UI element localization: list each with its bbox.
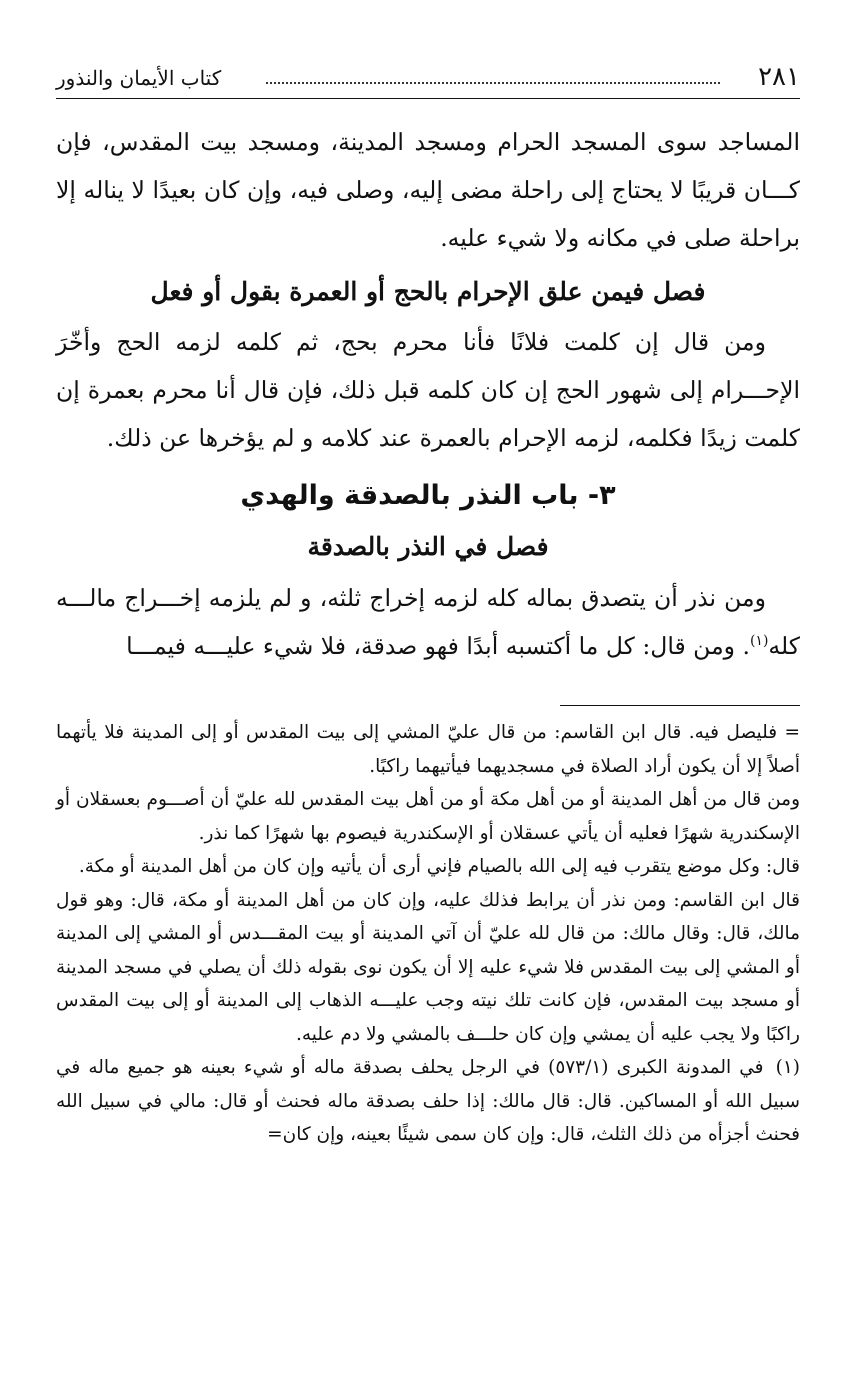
footnote-1-marker: (١): [775, 1057, 801, 1078]
page-number: ٢٨١: [758, 62, 800, 92]
header-leader-dots: [266, 82, 720, 84]
running-title: كتاب الأيمان والنذور: [56, 66, 222, 90]
footnote-continuation-2: ومن قال من أهل المدينة أو من أهل مكة أو من أهل بيت المقدس لله عليّ أن أصـــوم بعسقلان أو الإسكندرية شهرًا فعليه أن يأتي عسقلان أو الإسكندرية فيصوم بها شهرًا كما نذر.: [56, 789, 800, 844]
paragraph-2: ومن قال إن كلمت فلانًا فأنا محرم بحج، ثم كلمه لزمه الحج وأخّرَ الإحـــرام إلى شهور الحج إن كان كلمه قبل ذلك، فإن قال أنا محرم بعمرة إن كلمت زيدًا فكلمه، لزمه الإحرام بالعمرة عند كلامه و لم يؤخرها عن ذلك.: [56, 328, 800, 452]
section-heading-ihram: فصل فيمن علق الإحرام بالحج أو العمرة بقول أو فعل: [150, 277, 706, 306]
paragraph-3: [56, 574, 800, 670]
main-text: [56, 118, 800, 670]
footnote-1-text: في المدونة الكبرى (٥٧٣/١) في الرجل يحلف بصدقة ماله أو شيء بعينه هو جميع ماله في سبيل الله أو المساكين. قال: قال مالك: إذا حلف بصدقة ماله فحنث أو قال: مالي في سبيل الله فحنث أجزأه من ذلك الثلث، قال: وإن كان سمى شيئًا بعينه، وإن كان=: [56, 1057, 800, 1145]
page-header: [56, 58, 800, 99]
footnote-1: [56, 1051, 800, 1152]
footnotes: [56, 716, 800, 1152]
paragraph-3-text: ومن نذر أن يتصدق بماله كله لزمه إخراج ثلثه، و لم يلزمه إخـــراج مالـــه كله: [56, 584, 800, 660]
chapter-heading: ٣- باب النذر بالصدقة والهدي: [240, 480, 616, 511]
footnote-separator: [560, 705, 800, 706]
footnote-continuation-4: قال ابن القاسم: ومن نذر أن يرابط فذلك عليه، وإن كان من أهل المدينة أو مكة، قال: وهو قول مالك، قال: وقال مالك: من قال لله عليّ أن آتي المدينة أو بيت المقـــدس أو المشي إلى المدينة أو المشي إلى بيت المقدس فلا شيء عليه إلا أن يكون نوى بقوله ذلك أن يصلي في مسجد المدينة أو مسجد بيت المقدس، فإن كانت تلك نيته وجب عليـــه الذهاب إلى المدينة أو إلى بيت المقدس راكبًا ولا يجب عليه أن يمشي وإن كان حلـــف بالمشي ولا دم عليه.: [56, 889, 800, 1045]
footnote-continuation-3: قال: وكل موضع يتقرب فيه إلى الله بالصيام فإني أرى أن يأتيه وإن كان من أهل المدينة أو مكة.: [78, 856, 800, 877]
footnote-continuation-1: = فليصل فيه. قال ابن القاسم: من قال عليّ المشي إلى بيت المقدس أو إلى المدينة فلا يأتهما أصلاً إلا أن يكون أراد الصلاة في مسجديهما فيأتيهما راكبًا.: [56, 722, 800, 777]
section-heading-sadaqa: فصل في النذر بالصدقة: [307, 532, 549, 561]
footnote-ref-1: (١): [749, 633, 769, 650]
paragraph-3-tail: . ومن قال: كل ما أكتسبه أبدًا فهو صدقة، فلا شيء عليـــه فيمـــا: [126, 632, 750, 660]
paragraph-1: المساجد سوى المسجد الحرام ومسجد المدينة، ومسجد بيت المقدس، فإن كـــان قريبًا لا يحتاج إلى راحلة مضى إليه، وصلى فيه، وإن كان بعيدًا لا يناله إلا براحلة صلى في مكانه ولا شيء عليه.: [56, 128, 800, 252]
